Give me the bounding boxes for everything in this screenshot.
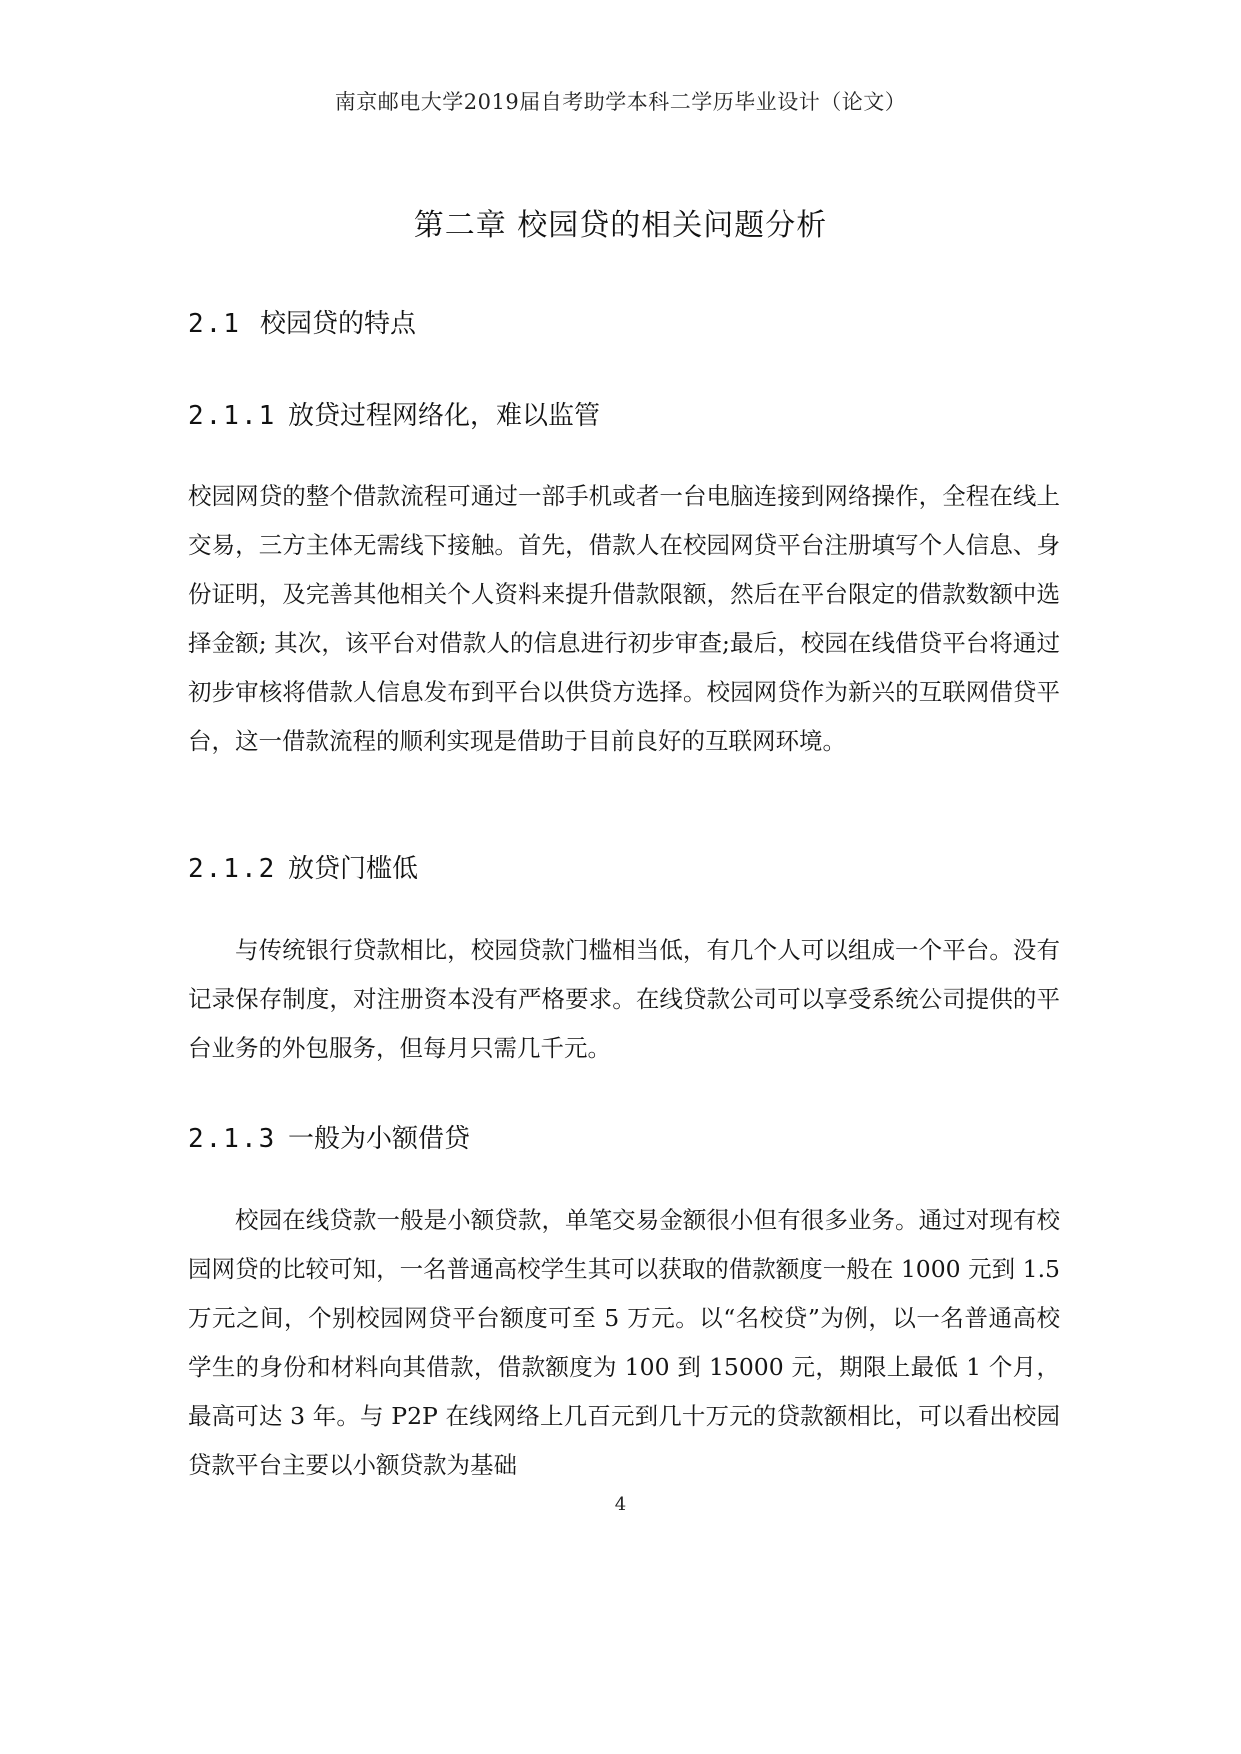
subsection-title: 放贷门槛低: [288, 854, 419, 884]
subsection-title: 放贷过程网络化，难以监管: [288, 401, 601, 431]
subsection-heading-2-1-1: [188, 395, 600, 432]
subsection-number: 2.1.1: [188, 401, 277, 431]
subsection-heading-2-1-3: [188, 1118, 470, 1155]
chapter-title: 第二章 校园贷的相关问题分析: [413, 208, 828, 243]
section-number: 2.1: [188, 309, 241, 339]
subsection-title: 一般为小额借贷: [288, 1124, 471, 1154]
page-number: 4: [614, 1494, 627, 1515]
running-header: 南京邮电大学2019届自考助学本科二学历毕业设计（论文）: [334, 90, 907, 114]
subsection-number: 2.1.3: [188, 1124, 277, 1154]
section-heading-2-1: [188, 303, 416, 340]
body-paragraph-2-1-3: 校园在线贷款一般是小额贷款，单笔交易金额很小但有很多业务。通过对现有校园网贷的比较可知，一名普通高校学生其可以获取的借款额度一般在 1000 元到 1.5 万元之间，个别校园网贷平台额度可至 5 万元。以“名校贷”为例，以一名普通高校学生的身份和材料向其借款，借款额度为 100 到 15000 元，期限上最低 1 个月，最高可达 3 年。与 P2P 在线网络上几百元到几十万元的贷款额相比，可以看出校园贷款平台主要以小额贷款为基础: [188, 1206, 1060, 1479]
subsection-number: 2.1.2: [188, 854, 277, 884]
subsection-heading-2-1-2: [188, 848, 418, 885]
body-paragraph-2-1-2: 与传统银行贷款相比，校园贷款门槛相当低，有几个人可以组成一个平台。没有记录保存制度，对注册资本没有严格要求。在线贷款公司可以享受系统公司提供的平台业务的外包服务，但每月只需几千元。: [188, 936, 1060, 1062]
body-paragraph-2-1-1: 校园网贷的整个借款流程可通过一部手机或者一台电脑连接到网络操作，全程在线上交易，三方主体无需线下接触。首先，借款人在校园网贷平台注册填写个人信息、身份证明，及完善其他相关个人资料来提升借款限额，然后在平台限定的借款数额中选择金额; 其次，该平台对借款人的信息进行初步审查;最后，校园在线借贷平台将通过初步审核将借款人信息发布到平台以供贷方选择。校园网贷作为新兴的互联网借贷平台，这一借款流程的顺利实现是借助于目前良好的互联网环境。: [188, 482, 1060, 755]
section-title: 校园贷的特点: [260, 309, 417, 339]
